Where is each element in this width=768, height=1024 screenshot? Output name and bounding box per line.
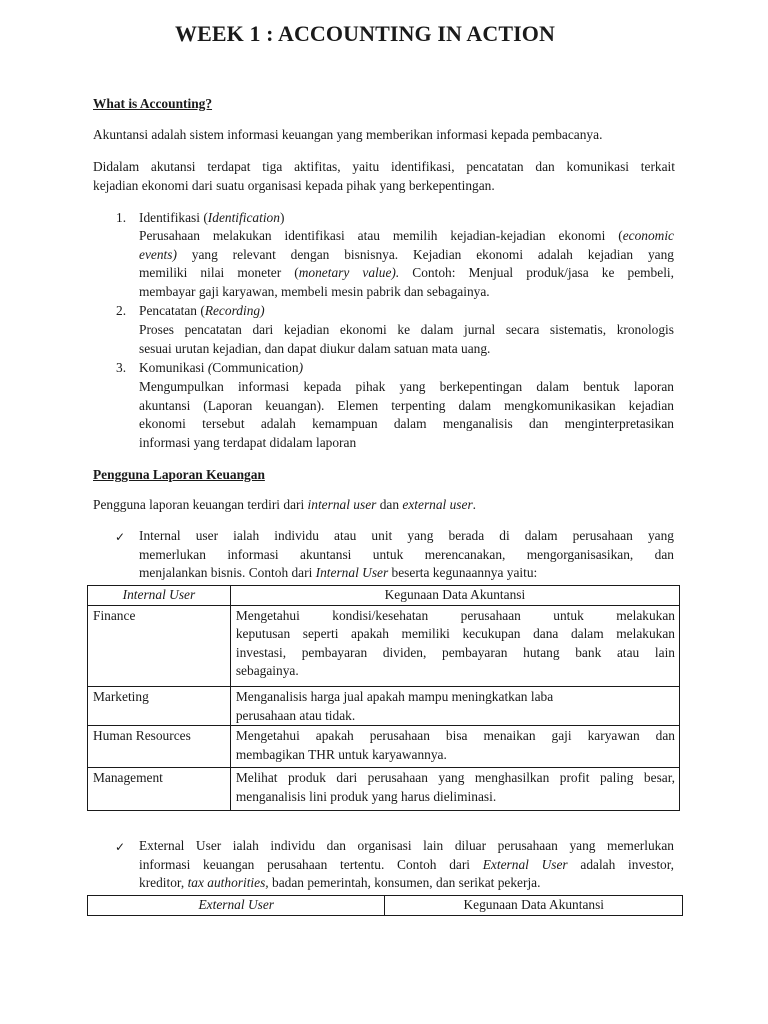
- section-heading-what-is-accounting: What is Accounting?: [93, 96, 213, 111]
- label-text: Pencatatan (: [139, 303, 205, 318]
- list-number: 2.: [116, 303, 127, 318]
- table-header-cell: Kegunaan Data Akuntansi: [385, 896, 683, 916]
- table-cell-user: Finance: [88, 605, 231, 686]
- list-item-body-recording: [139, 321, 674, 358]
- body-line: Internal user ialah individu atau unit yang berada di dalam perusahaan yang: [139, 528, 674, 543]
- table-cell-user: Marketing: [88, 686, 231, 725]
- table-header-cell: External User: [88, 896, 385, 916]
- table-row: [88, 605, 680, 686]
- label-mid: Communication: [212, 360, 299, 375]
- body-line: events) yang relevant dengan bisnisnya. Kejadian ekonomi adalah kejadian yang: [139, 246, 674, 262]
- body-line: External User ialah individu dan organisasi lain diluar perusahaan yang memerlukan: [139, 838, 674, 853]
- label-text: Komunikasi: [139, 360, 208, 375]
- table-header-cell: Internal User: [88, 586, 231, 606]
- paragraph-activities: [93, 158, 675, 195]
- body-line: memerlukan informasi akuntansi untuk merencanakan, mengorganisasikan, dan: [139, 546, 674, 562]
- bullet-internal-user: [139, 527, 674, 583]
- label-text: Identifikasi (: [139, 210, 208, 225]
- label-italic: Identification: [207, 210, 280, 225]
- body-line: Proses pencatatan dari kejadian ekonomi ke dalam jurnal secara sistematis, kronologis: [139, 322, 674, 337]
- body-line: Mengumpulkan informasi kepada pihak yang berkepentingan dalam bentuk laporan: [139, 379, 674, 394]
- checkmark-icon: ✓: [115, 530, 126, 544]
- label-close: ): [298, 360, 304, 375]
- table-cell-usage: Menganalisis harga jual apakah mampu meningkatkan laba perusahaan atau tidak.: [230, 686, 679, 725]
- table-header-cell: Kegunaan Data Akuntansi: [230, 586, 679, 606]
- list-item-heading-recording: [139, 302, 265, 321]
- list-item-heading-identification: [139, 209, 284, 228]
- paragraph-users-intro: Pengguna laporan keuangan terdiri dari internal user dan external user.: [93, 497, 477, 512]
- section-heading-users: Pengguna Laporan Keuangan: [93, 467, 265, 482]
- list-number: 3.: [116, 360, 127, 375]
- body-line: ekonomi tersebut adalah kemampuan dalam menganalisis dan menginterpretasikan: [139, 416, 674, 432]
- table-cell-usage: Melihat produk dari perusahaan yang menghasilkan profit paling besar, menganalisis lini produk yang harus dieliminasi.: [230, 768, 679, 810]
- paragraph-definition: Akuntansi adalah sistem informasi keuangan yang memberikan informasi kepada pembacanya.: [93, 127, 603, 142]
- external-user-table: [87, 895, 683, 916]
- list-item-heading-communication: [139, 359, 303, 378]
- paragraph-line: kejadian ekonomi dari suatu organisasi kepada pihak yang berkepentingan.: [93, 177, 495, 193]
- checkmark-icon: ✓: [115, 840, 126, 854]
- page-title: WEEK 1 : ACCOUNTING IN ACTION: [174, 21, 555, 46]
- internal-user-table: [87, 585, 680, 811]
- paragraph-line: Didalam akutansi terdapat tiga aktifitas, yaitu identifikasi, pencatatan dan komunikasi terkait: [93, 159, 675, 174]
- list-number: 1.: [116, 210, 127, 225]
- body-line: akuntansi (Laporan keuangan). Elemen terpenting dalam mengkomunikasikan kejadian: [139, 397, 674, 413]
- body-line: sesuai urutan kejadian, dan dapat diukur dalam satuan mata uang.: [139, 340, 491, 356]
- body-line: Perusahaan melakukan identifikasi atau memilih kejadian-kejadian ekonomi (economic: [139, 228, 674, 243]
- body-line: membayar gaji karyawan, membeli mesin pabrik dan sebagainya.: [139, 283, 490, 299]
- table-cell-user: Human Resources: [88, 726, 231, 768]
- table-cell-usage: Mengetahui apakah perusahaan bisa menaikan gaji karyawan dan membagikan THR untuk karyawannya.: [230, 726, 679, 768]
- table-cell-user: Management: [88, 768, 231, 810]
- label-italic: (: [207, 360, 213, 375]
- list-item-body-identification: [139, 227, 674, 301]
- table-row: [88, 726, 680, 768]
- table-row: [88, 686, 680, 725]
- list-item-body-communication: [139, 378, 674, 452]
- label-close: ): [279, 210, 285, 225]
- body-line: informasi yang terdapat didalam laporan: [139, 434, 357, 450]
- table-header-row: [88, 586, 680, 606]
- label-italic: Recording): [204, 303, 265, 318]
- body-line: menjalankan bisnis. Contoh dari Internal User beserta kegunaannya yaitu:: [139, 565, 538, 581]
- body-line: informasi keuangan perusahaan tertentu. Contoh dari External User adalah investor,: [139, 856, 674, 872]
- body-line: kreditor, tax authorities, badan pemerintah, konsumen, dan serikat pekerja.: [139, 875, 541, 891]
- table-row: [88, 768, 680, 810]
- table-cell-usage: Mengetahui kondisi/kesehatan perusahaan untuk melakukan keputusan seperti apakah memiliki kecukupan dana dalam melakukan investasi, pembayaran dividen, pembayaran hutang bank atau lain sebagainya.: [230, 605, 679, 686]
- bullet-external-user: [139, 837, 674, 893]
- table-header-row: [88, 896, 683, 916]
- body-line: memiliki nilai moneter (monetary value). Contoh: Menjual produk/jasa ke pembeli,: [139, 265, 674, 281]
